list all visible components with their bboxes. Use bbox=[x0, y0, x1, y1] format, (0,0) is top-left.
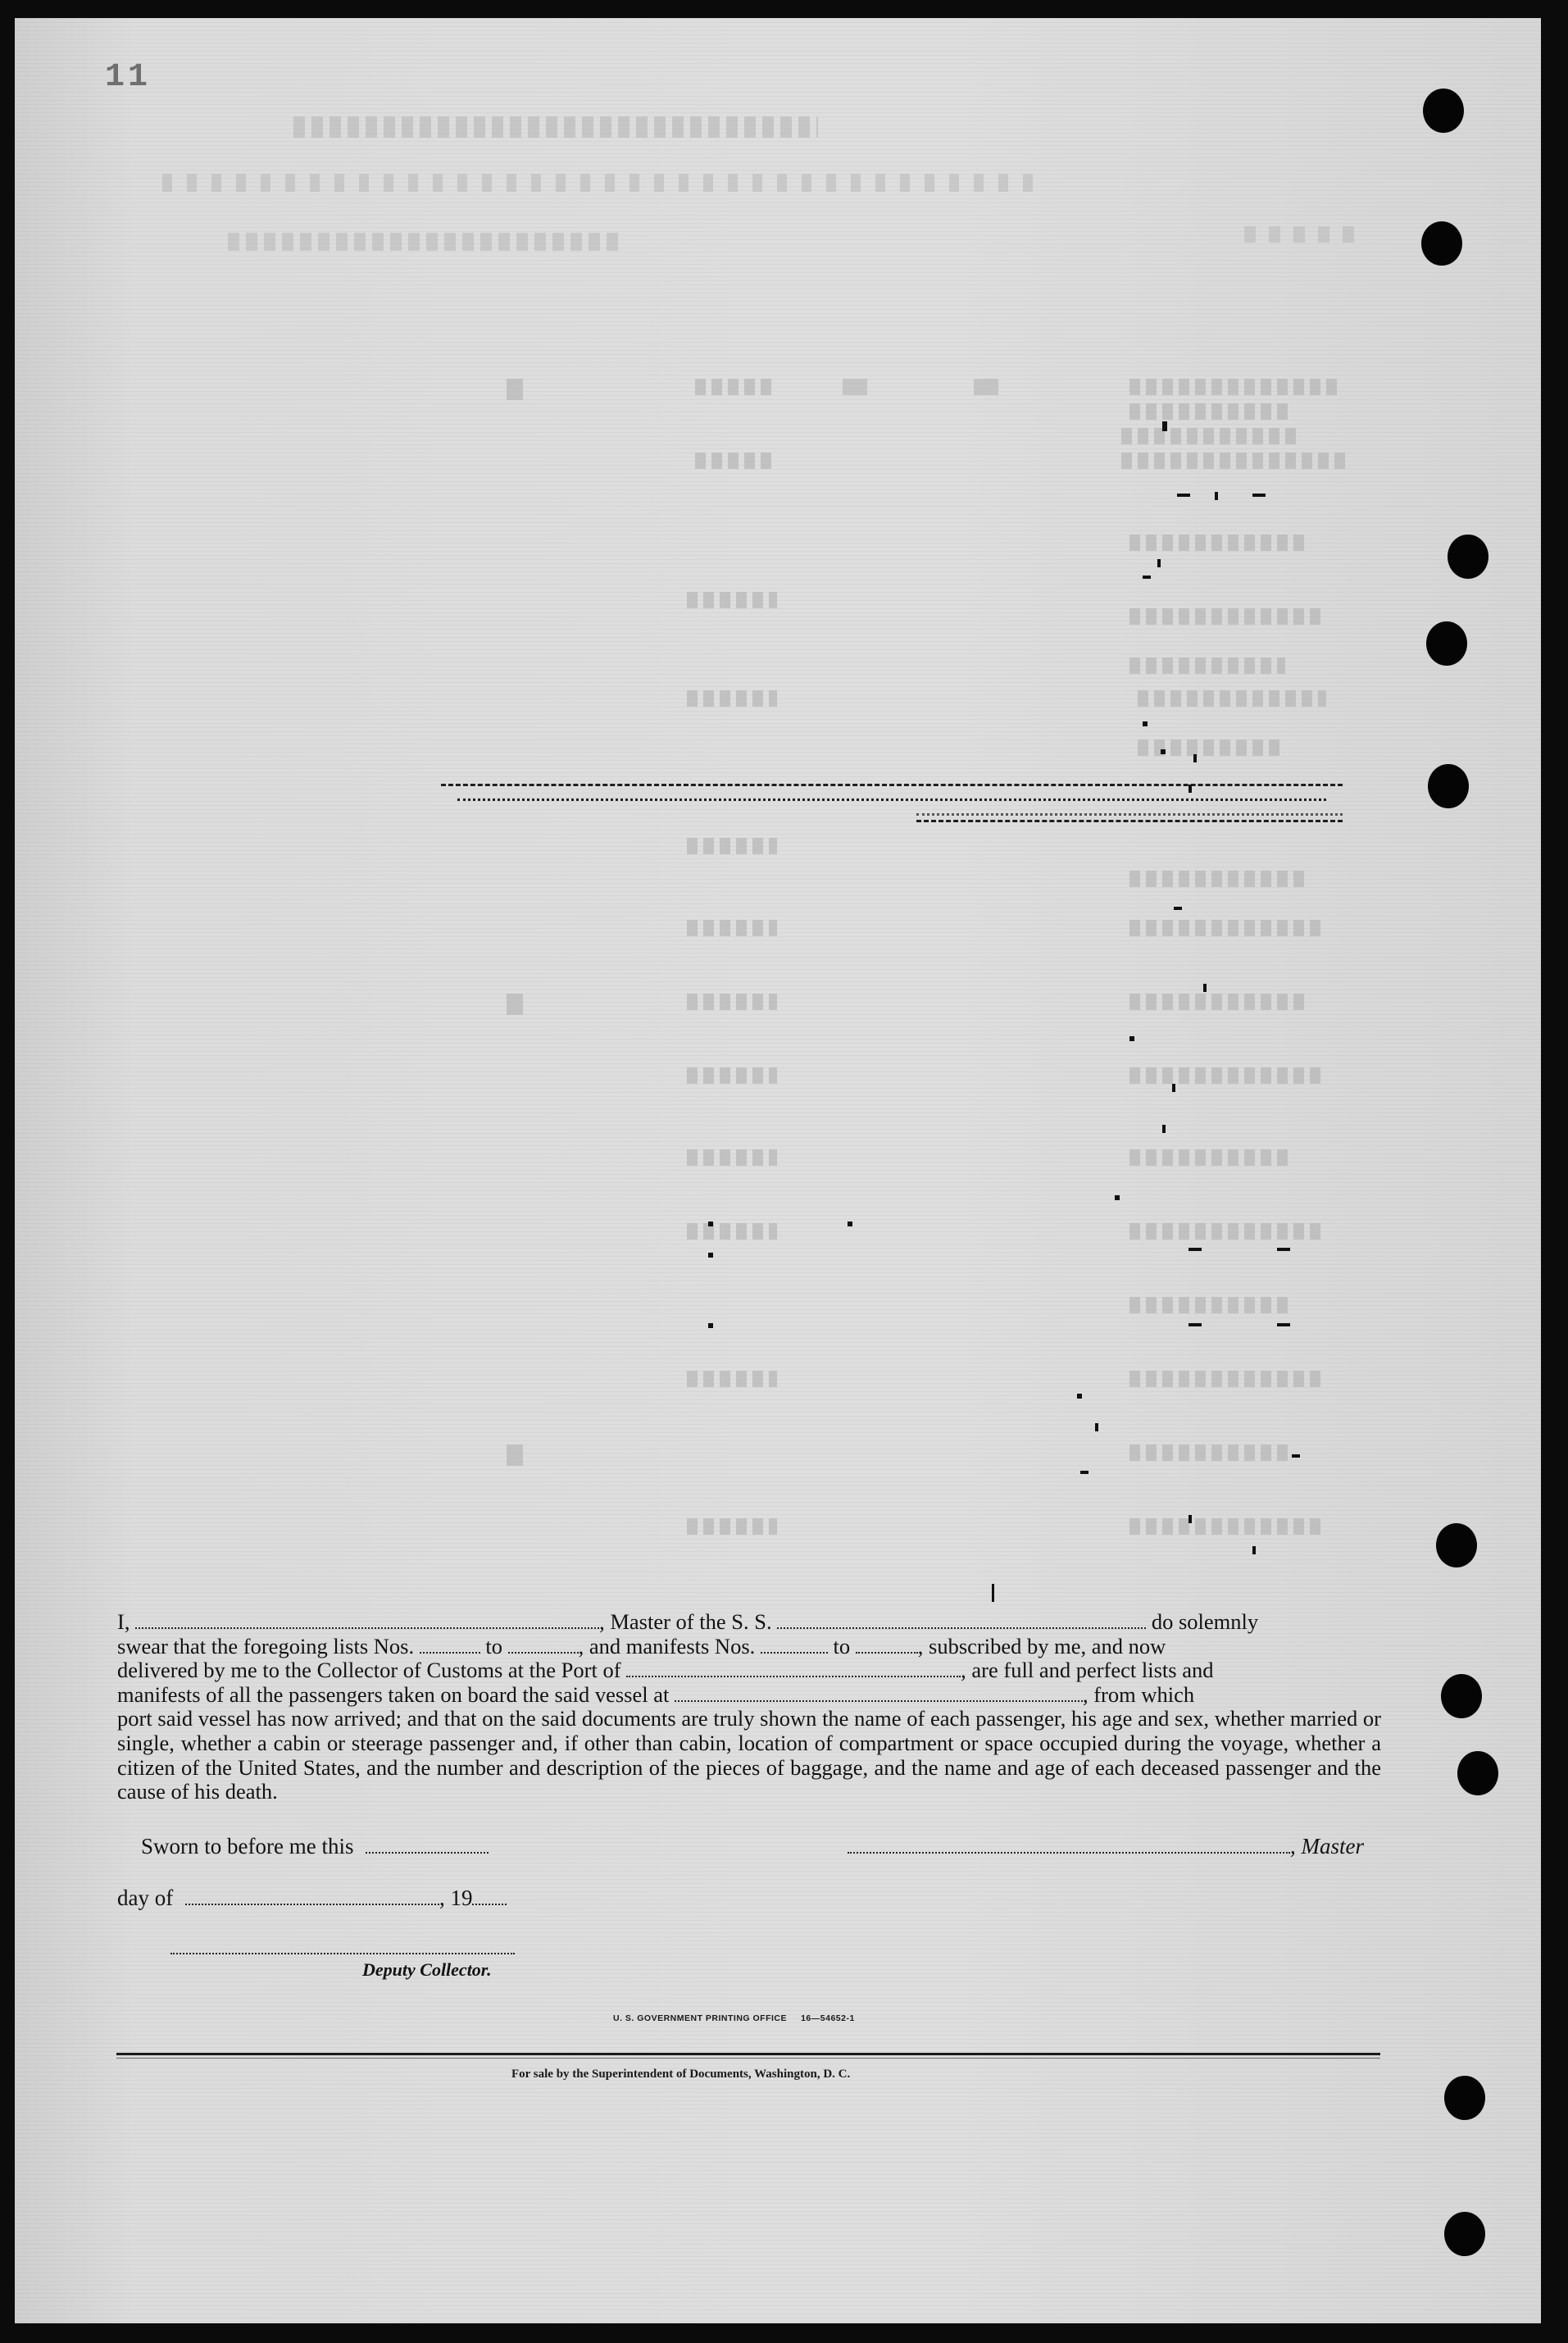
oath-statement bbox=[117, 1610, 1381, 1804]
oath-text: delivered by me to the Collector of Customs at the Port of bbox=[117, 1658, 621, 1683]
oath-text: , from which bbox=[1082, 1681, 1195, 1707]
lists-from-blank[interactable] bbox=[420, 1652, 480, 1654]
oath-text: swear that the foregoing lists Nos. bbox=[117, 1633, 415, 1658]
lists-to-blank[interactable] bbox=[508, 1652, 579, 1654]
oath-line-4 bbox=[117, 1683, 1381, 1708]
footer-rule bbox=[116, 2053, 1380, 2055]
oath-text: , and manifests Nos. bbox=[578, 1633, 756, 1658]
ship-name-blank[interactable] bbox=[777, 1627, 1146, 1629]
day-of-line bbox=[117, 1886, 507, 1911]
printing-office-imprint: U. S. GOVERNMENT PRINTING OFFICE 16—54652-1 bbox=[613, 2013, 855, 2023]
year-prefix: , 19 bbox=[439, 1886, 473, 1910]
oath-text: to bbox=[833, 1633, 851, 1658]
oath-text: to bbox=[485, 1633, 502, 1658]
oath-text: Master of the S. S. bbox=[610, 1609, 772, 1634]
year-blank[interactable] bbox=[472, 1904, 507, 1905]
manifests-to-blank[interactable] bbox=[856, 1652, 918, 1654]
master-name-blank[interactable] bbox=[135, 1627, 599, 1629]
oath-line-2 bbox=[117, 1635, 1381, 1659]
sworn-line bbox=[141, 1834, 489, 1859]
manifests-from-blank[interactable] bbox=[761, 1652, 828, 1654]
day-of-label: day of bbox=[117, 1886, 174, 1910]
for-sale-notice: For sale by the Superintendent of Documents, Washington, D. C. bbox=[511, 2068, 851, 2081]
oath-text: I, bbox=[117, 1609, 130, 1634]
strike-line bbox=[457, 798, 1326, 801]
deputy-collector-label: Deputy Collector. bbox=[362, 1959, 492, 1980]
port-blank[interactable] bbox=[626, 1676, 961, 1677]
page-number: 11 bbox=[105, 59, 152, 96]
carbon-marks bbox=[15, 18, 1541, 2323]
oath-line-1: I, , Master of the S. S. do solemnly bbox=[117, 1609, 1259, 1634]
manifest-page bbox=[15, 18, 1541, 2323]
master-signature-blank[interactable] bbox=[848, 1852, 1290, 1854]
oath-text: do solemnly bbox=[1151, 1609, 1259, 1634]
sworn-label: Sworn to before me this bbox=[141, 1834, 354, 1858]
master-label: , Master bbox=[1290, 1834, 1364, 1858]
month-blank[interactable] bbox=[185, 1904, 439, 1905]
oath-line-3 bbox=[117, 1658, 1381, 1683]
footer-rule-thin bbox=[116, 2058, 1380, 2059]
oath-text: manifests of all the passengers taken on board the said vessel at bbox=[117, 1681, 670, 1707]
strike-line bbox=[441, 784, 1343, 786]
strike-line bbox=[916, 820, 1343, 822]
embark-port-blank[interactable] bbox=[675, 1700, 1083, 1702]
master-signature-line bbox=[848, 1834, 1364, 1859]
deputy-signature-blank[interactable] bbox=[170, 1953, 515, 1954]
oath-paragraph: port said vessel has now arrived; and that on the said documents are truly shown the name of each passenger, his age and sex, whether married or single, whether a cabin or steerage passenger and, if other than cabin, location of compartment or space occupied during the voyage, whether a citizen of the United States, and the number and description of the pieces of baggage, and the name and age of each deceased passenger and the cause of his death. bbox=[117, 1706, 1381, 1804]
strike-line bbox=[916, 813, 1343, 816]
sworn-day-blank[interactable] bbox=[366, 1852, 489, 1854]
oath-text: , are full and perfect lists and bbox=[961, 1658, 1214, 1683]
oath-text: , subscribed by me, and now bbox=[917, 1633, 1166, 1658]
